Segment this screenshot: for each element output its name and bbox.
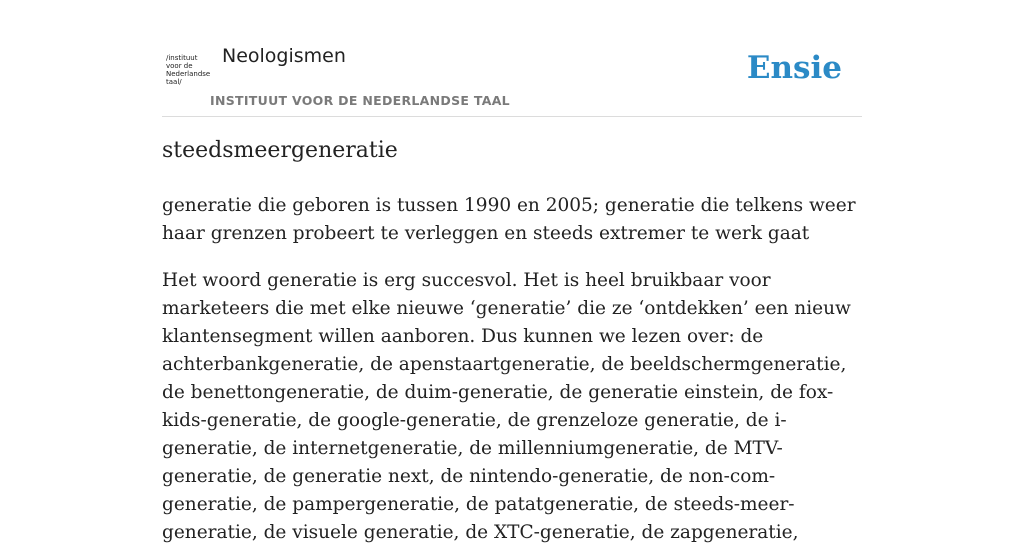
entry-definition: generatie die geboren is tussen 1990 en 2005; generatie die telkens weer haar grenzen probeert te verleggen en steeds extremer te werk gaat [162,195,856,244]
logo-line: /instituut [166,54,198,62]
organization-name: INSTITUUT VOOR DE NEDERLANDSE TAAL [210,93,510,108]
logo-line: Nederlandse [166,70,211,78]
ensie-brand-logo[interactable]: Ensie [746,50,842,86]
site-title-link[interactable]: Neologismen [222,45,346,67]
site-header [162,0,862,117]
entry-explanation: Het woord generatie is erg succesvol. Het is heel bruikbaar voor marketeers die met elke nieuwe ‘generatie’ die ze ‘ontdekken’ een nieuw klantensegment willen aanboren. Dus kunnen we lezen over: de achterbankgeneratie, de apenstaartgeneratie, de beeldschermgeneratie, de benettongeneratie, de duim-generatie, de generatie einstein, de fox-kids-generatie, de google-generatie, de grenzeloze generatie, de i-generatie, de internetgeneratie, de millenniumgeneratie, de MTV-generatie, de generatie next, de nintendo-generatie, de non-com-generatie, de pampergeneratie, de patatgeneratie, de steeds-meer-generatie, de visuele generatie, de XTC-generatie, de zapgeneratie, [162,270,851,543]
logo-line: voor de [166,62,193,70]
logo-line: taal/ [166,78,182,86]
entry-term: steedsmeergeneratie [162,138,398,163]
ivdnt-logo[interactable] [166,54,211,94]
